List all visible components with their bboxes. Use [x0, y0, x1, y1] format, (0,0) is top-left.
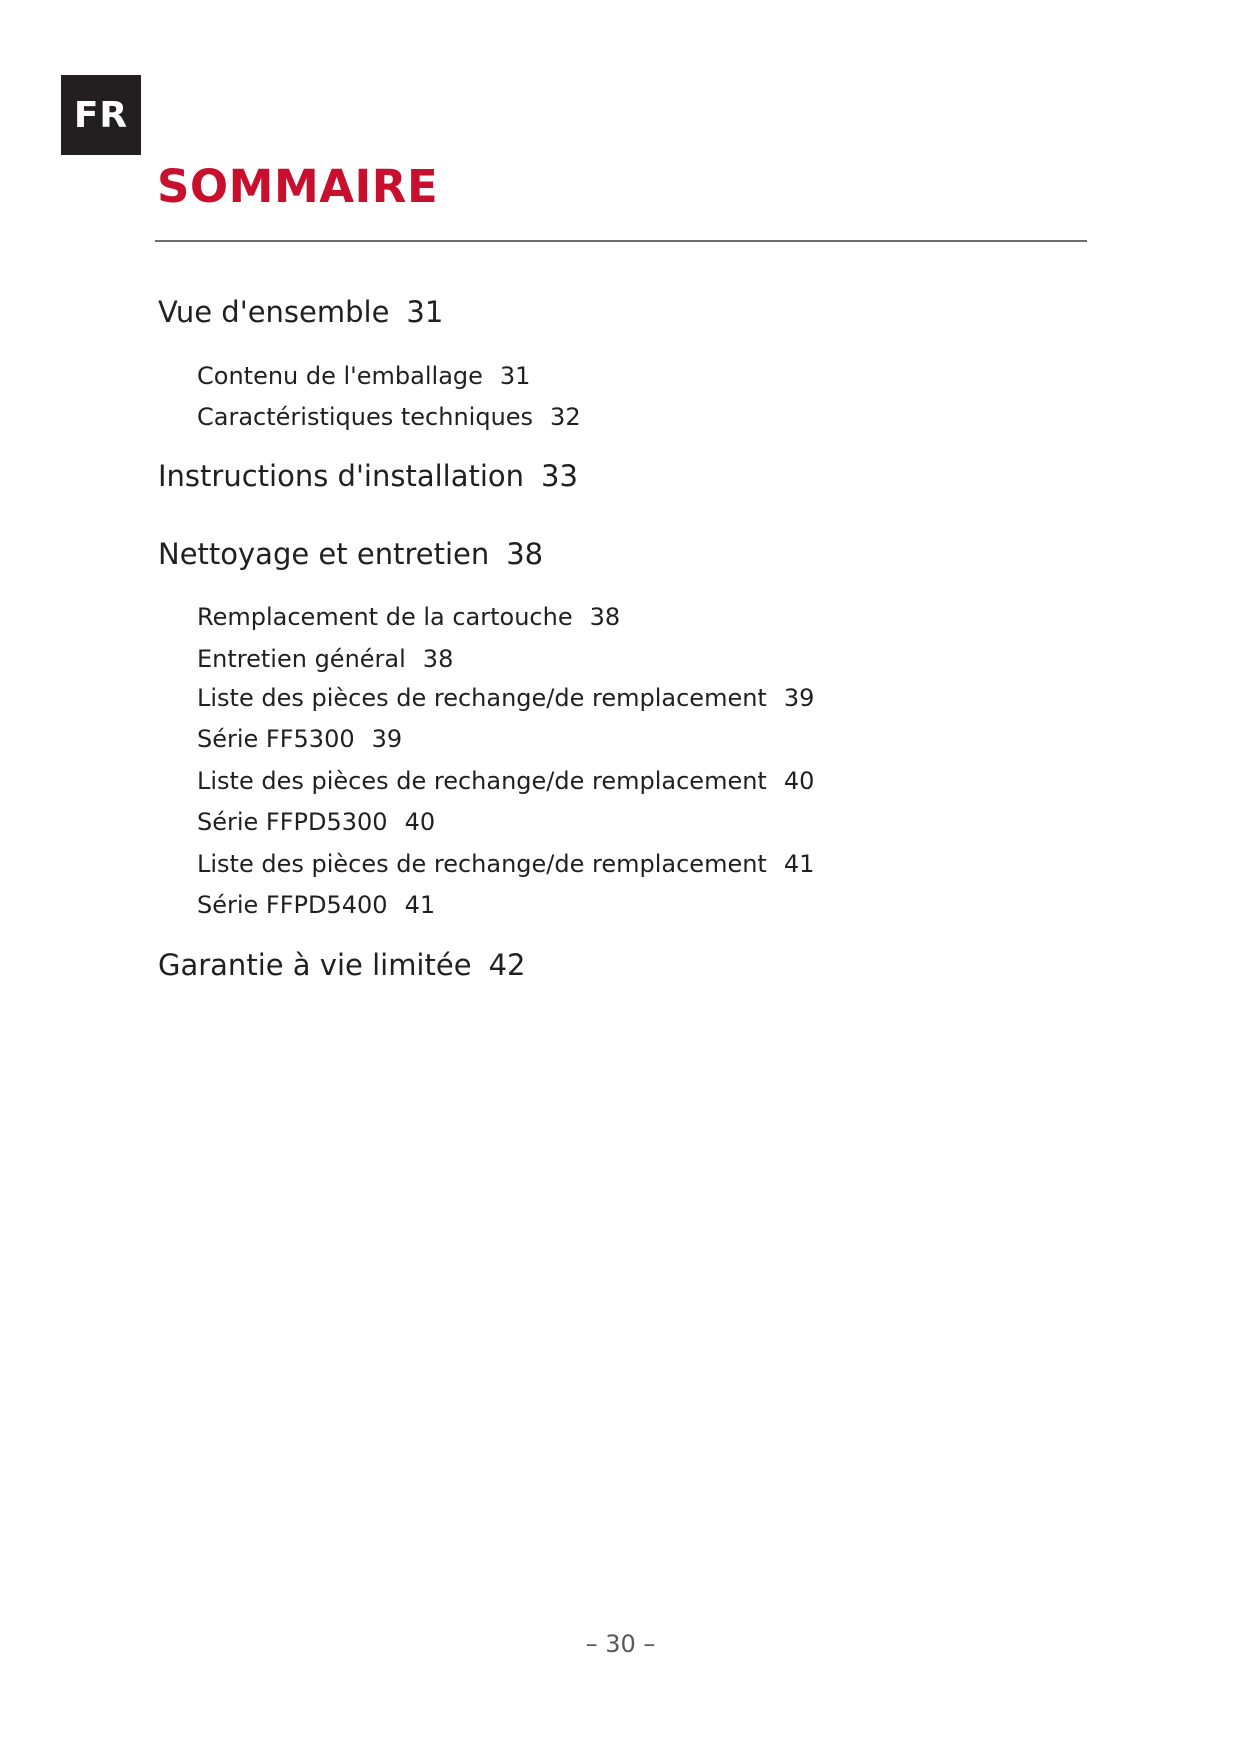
- toc-entry-page: 41: [783, 850, 815, 878]
- toc-entry-label: Série FFPD5400: [197, 891, 388, 919]
- toc-entry-liste-pieces-39[interactable]: [197, 684, 814, 712]
- toc-entry-page: 31: [499, 362, 531, 390]
- title-divider: [155, 240, 1087, 242]
- toc-entry-garantie[interactable]: [158, 948, 525, 982]
- toc-entry-vue-ensemble[interactable]: [158, 295, 443, 329]
- toc-entry-page: 40: [404, 808, 436, 836]
- language-badge-label: FR: [73, 94, 129, 136]
- page-number-footer: – 30 –: [585, 1630, 656, 1658]
- toc-entry-label: Série FF5300: [197, 725, 355, 753]
- toc-entry-entretien-general[interactable]: [197, 645, 453, 673]
- toc-entry-page: 42: [488, 948, 526, 982]
- toc-entry-caracteristiques[interactable]: [197, 403, 581, 431]
- toc-entry-liste-pieces-40[interactable]: [197, 767, 814, 795]
- toc-entry-serie-ff5300[interactable]: [197, 725, 402, 753]
- toc-entry-page: 38: [589, 603, 621, 631]
- toc-entry-label: Liste des pièces de rechange/de remplacement: [197, 767, 767, 795]
- language-badge: [61, 75, 141, 155]
- toc-entry-label: Remplacement de la cartouche: [197, 603, 573, 631]
- toc-entry-label: Vue d'ensemble: [158, 295, 390, 329]
- toc-entry-label: Nettoyage et entretien: [158, 537, 490, 571]
- toc-entry-nettoyage-entretien[interactable]: [158, 537, 543, 571]
- toc-entry-page: 39: [371, 725, 403, 753]
- toc-entry-label: Liste des pièces de rechange/de remplacement: [197, 850, 767, 878]
- toc-entry-remplacement-cartouche[interactable]: [197, 603, 620, 631]
- page-title: SOMMAIRE: [157, 160, 439, 213]
- toc-entry-label: Série FFPD5300: [197, 808, 388, 836]
- toc-entry-page: 31: [406, 295, 444, 329]
- toc-entry-page: 38: [422, 645, 454, 673]
- toc-entry-page: 40: [783, 767, 815, 795]
- toc-entry-label: Liste des pièces de rechange/de remplacement: [197, 684, 767, 712]
- toc-entry-page: 38: [506, 537, 544, 571]
- toc-entry-label: Caractéristiques techniques: [197, 403, 534, 431]
- toc-entry-page: 33: [541, 459, 578, 493]
- toc-entry-page: 39: [783, 684, 815, 712]
- toc-entry-serie-ffpd5300[interactable]: [197, 808, 435, 836]
- toc-entry-label: Garantie à vie limitée: [158, 948, 472, 982]
- toc-entry-label: Entretien général: [197, 645, 406, 673]
- toc-entry-label: Contenu de l'emballage: [197, 362, 483, 390]
- toc-entry-serie-ffpd5400[interactable]: [197, 891, 435, 919]
- toc-entry-label: Instructions d'installation: [158, 459, 525, 493]
- toc-entry-page: 41: [404, 891, 436, 919]
- toc-entry-instructions-installation[interactable]: [158, 459, 578, 493]
- toc-entry-page: 32: [550, 403, 581, 431]
- toc-entry-contenu-emballage[interactable]: [197, 362, 530, 390]
- toc-entry-liste-pieces-41[interactable]: [197, 850, 814, 878]
